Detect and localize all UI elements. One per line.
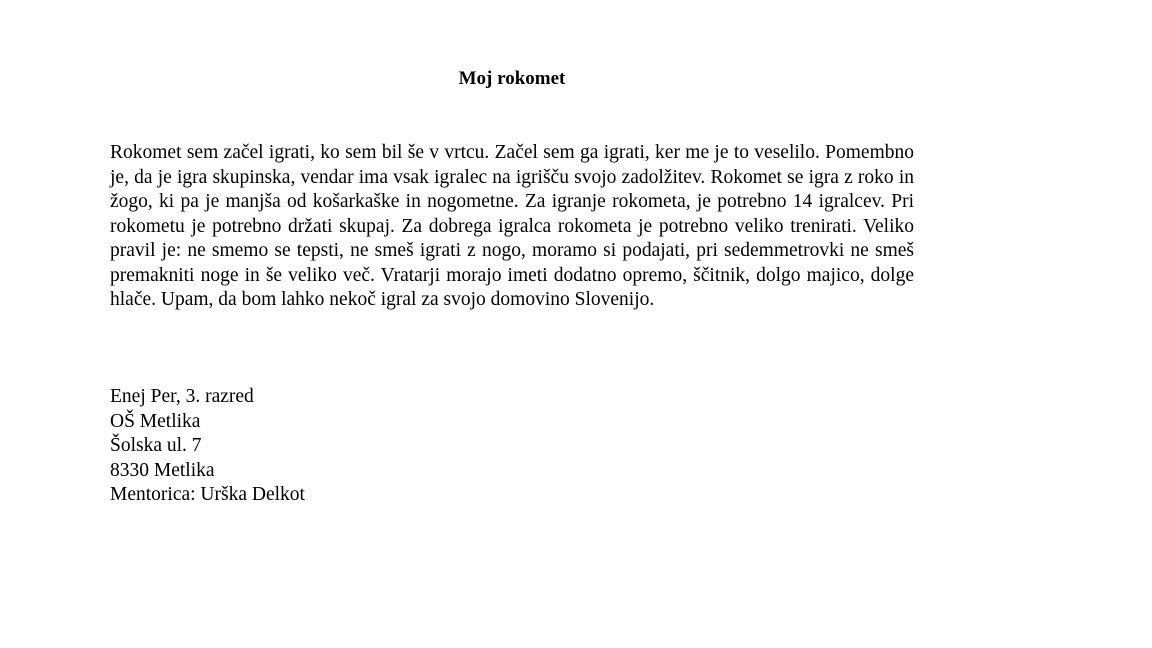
- author-line: Enej Per, 3. razred: [110, 386, 254, 407]
- street-line: Šolska ul. 7: [110, 435, 202, 456]
- body-paragraph: Rokomet sem začel igrati, ko sem bil še v vrtcu. Začel sem ga igrati, ker me je to veselilo. Pomembno je, da je igra skupinska, vendar ima vsak igralec na igrišču svojo zadolžitev. Rokomet se igra z roko in žogo, ki pa je manjša od košarkaške in nogometne. Za igranje rokometa, je potrebno 14 igralcev. Pri rokometu je potrebno držati skupaj. Za dobrega igralca rokometa je potrebno veliko trenirati. Veliko pravil je: ne smemo se tepsti, ne smeš igrati z nogo, moramo si podajati, pri sedemmetrovki ne smeš premakniti noge in še veliko več. Vratarji morajo imeti dodatno opremo, ščitnik, dolgo majico, dolge hlače. Upam, da bom lahko nekoč igral za svojo domovino Slovenijo.: [110, 142, 914, 310]
- city-line: 8330 Metlika: [110, 459, 215, 481]
- signature-block: [110, 385, 610, 508]
- school-line: OŠ Metlika: [110, 410, 201, 432]
- document-title: Moj rokomet: [458, 68, 566, 89]
- mentor-line: Mentorica: Urška Delkot: [110, 484, 305, 505]
